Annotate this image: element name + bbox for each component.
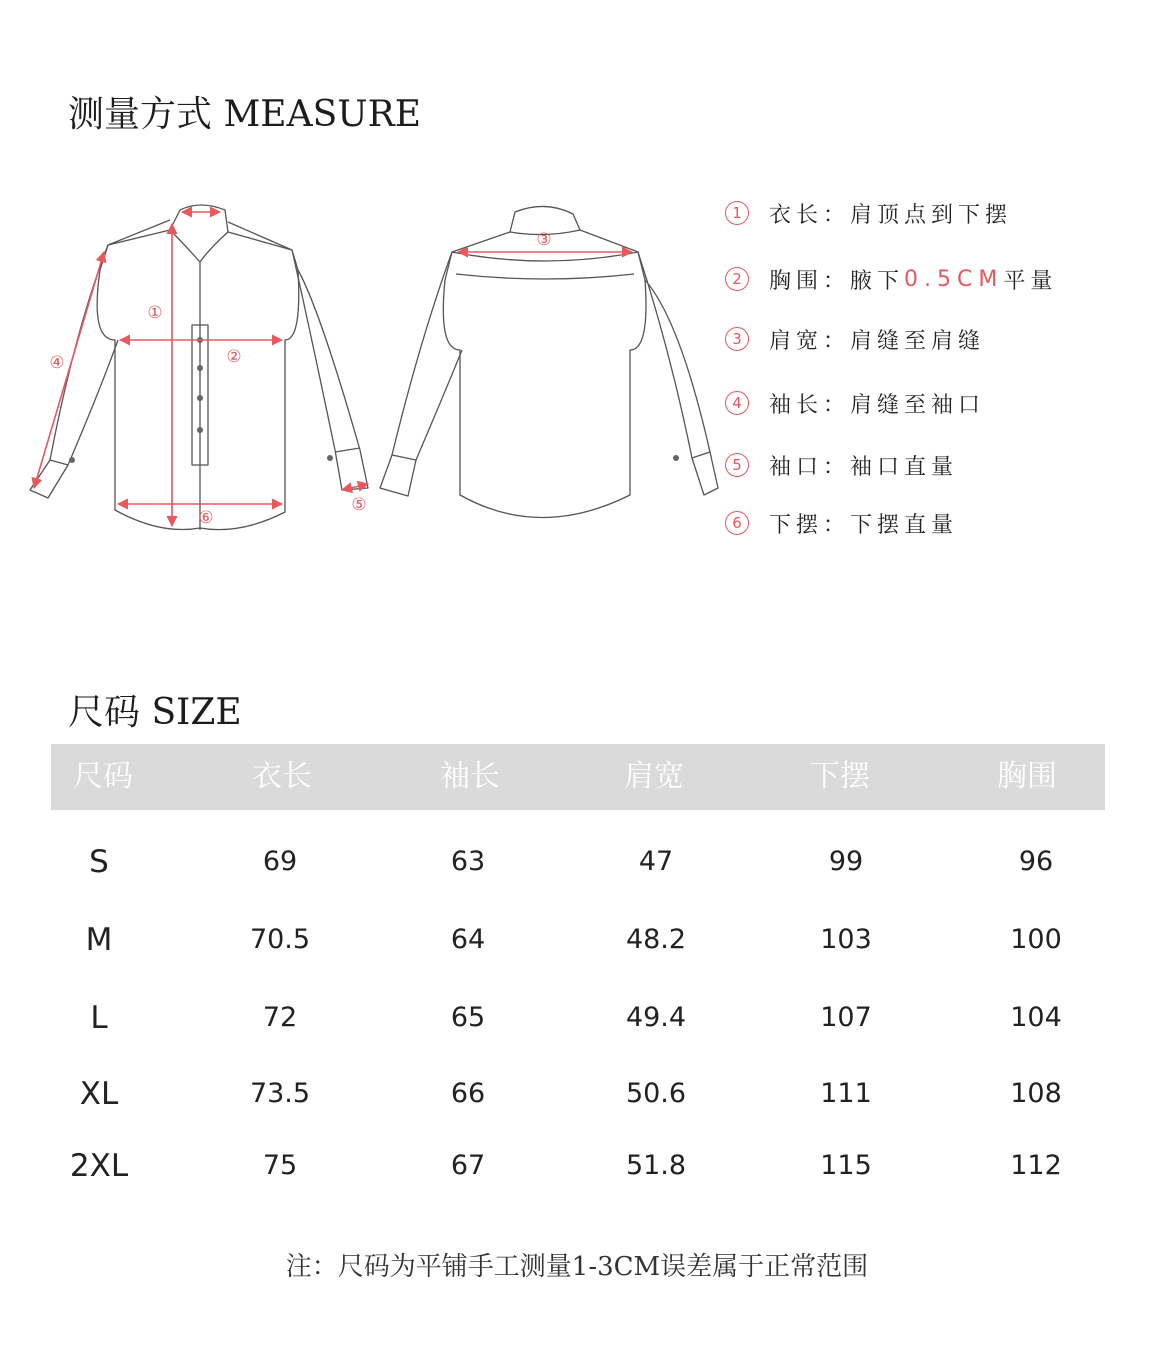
value-cell: 96 bbox=[1018, 846, 1054, 877]
legend-label: 袖长： bbox=[769, 392, 851, 418]
value-cell: 50.6 bbox=[625, 1078, 687, 1109]
value-cell: 107 bbox=[820, 1002, 872, 1033]
legend-item-hem bbox=[725, 505, 958, 541]
header-hem: 下摆 bbox=[810, 759, 870, 794]
size-title: 尺码 SIZE bbox=[68, 692, 242, 733]
table-row bbox=[51, 998, 1105, 1038]
value-cell: 51.8 bbox=[625, 1150, 687, 1181]
shirt-measurement-diagram bbox=[20, 190, 730, 550]
marker-4: ④ bbox=[49, 353, 65, 373]
legend-label: 衣长： bbox=[769, 202, 851, 228]
legend-desc: 袖口直量 bbox=[850, 454, 959, 480]
table-row bbox=[51, 1146, 1105, 1186]
value-cell: 115 bbox=[820, 1150, 872, 1181]
value-cell: 64 bbox=[450, 924, 486, 955]
value-cell: 111 bbox=[820, 1078, 872, 1109]
legend-highlight: 0.5CM bbox=[904, 266, 1004, 292]
value-cell: 75 bbox=[262, 1150, 298, 1181]
header-chest: 胸围 bbox=[997, 759, 1057, 794]
value-cell: 70.5 bbox=[249, 924, 311, 955]
table-header bbox=[51, 744, 1105, 810]
size-cell: 2XL bbox=[69, 1148, 129, 1184]
value-cell: 63 bbox=[450, 846, 486, 877]
legend-number: 2 bbox=[725, 267, 749, 291]
value-cell: 49.4 bbox=[625, 1002, 687, 1033]
value-cell: 103 bbox=[820, 924, 872, 955]
header-length: 衣长 bbox=[252, 759, 312, 794]
table-row bbox=[51, 842, 1105, 882]
value-cell: 104 bbox=[1010, 1002, 1062, 1033]
legend-label: 肩宽： bbox=[769, 328, 851, 354]
legend-desc: 腋下 bbox=[850, 268, 905, 294]
table-row bbox=[51, 1074, 1105, 1114]
marker-6: ⑥ bbox=[198, 508, 214, 528]
value-cell: 65 bbox=[450, 1002, 486, 1033]
back-shirt bbox=[380, 206, 718, 517]
size-cell: S bbox=[89, 844, 109, 880]
measure-title: 测量方式 MEASURE bbox=[68, 94, 421, 135]
marker-5: ⑤ bbox=[351, 495, 367, 515]
marker-2: ② bbox=[226, 347, 242, 367]
legend-label: 袖口： bbox=[769, 454, 851, 480]
legend-label: 胸围： bbox=[769, 268, 851, 294]
value-cell: 66 bbox=[450, 1078, 486, 1109]
size-cell: XL bbox=[79, 1076, 119, 1112]
legend-item-chest bbox=[725, 261, 1057, 297]
legend-item-shoulder bbox=[725, 321, 985, 357]
value-cell: 72 bbox=[262, 1002, 298, 1033]
legend-item-sleeve bbox=[725, 385, 985, 421]
size-table bbox=[51, 744, 1105, 1184]
value-cell: 47 bbox=[638, 846, 674, 877]
marker-3: ③ bbox=[536, 230, 552, 250]
legend-desc: 肩缝至肩缝 bbox=[850, 328, 986, 354]
header-size: 尺码 bbox=[73, 759, 133, 794]
legend-number: 3 bbox=[725, 327, 749, 351]
footnote: 注：尺码为平铺手工测量1-3CM误差属于正常范围 bbox=[285, 1252, 869, 1282]
legend-desc: 下摆直量 bbox=[850, 512, 959, 538]
measurement-arrows bbox=[34, 212, 632, 526]
size-cell: M bbox=[85, 922, 113, 958]
legend-desc-after: 平量 bbox=[1003, 268, 1058, 294]
legend-number: 5 bbox=[725, 453, 749, 477]
value-cell: 67 bbox=[450, 1150, 486, 1181]
legend-number: 1 bbox=[725, 201, 749, 225]
header-sleeve: 袖长 bbox=[440, 759, 500, 794]
value-cell: 48.2 bbox=[625, 924, 687, 955]
header-shoulder: 肩宽 bbox=[624, 759, 684, 794]
value-cell: 73.5 bbox=[249, 1078, 311, 1109]
legend-label: 下摆： bbox=[769, 512, 851, 538]
legend-desc: 肩顶点到下摆 bbox=[850, 202, 1013, 228]
value-cell: 112 bbox=[1010, 1150, 1062, 1181]
value-cell: 99 bbox=[828, 846, 864, 877]
legend-item-length bbox=[725, 195, 1012, 231]
legend-number: 4 bbox=[725, 391, 749, 415]
size-cell: L bbox=[90, 1000, 108, 1036]
marker-1: ① bbox=[147, 303, 163, 323]
value-cell: 100 bbox=[1010, 924, 1062, 955]
legend-item-cuff bbox=[725, 447, 958, 483]
table-row bbox=[51, 920, 1105, 960]
value-cell: 69 bbox=[262, 846, 298, 877]
value-cell: 108 bbox=[1010, 1078, 1062, 1109]
legend-number: 6 bbox=[725, 511, 749, 535]
legend-desc: 肩缝至袖口 bbox=[850, 392, 986, 418]
